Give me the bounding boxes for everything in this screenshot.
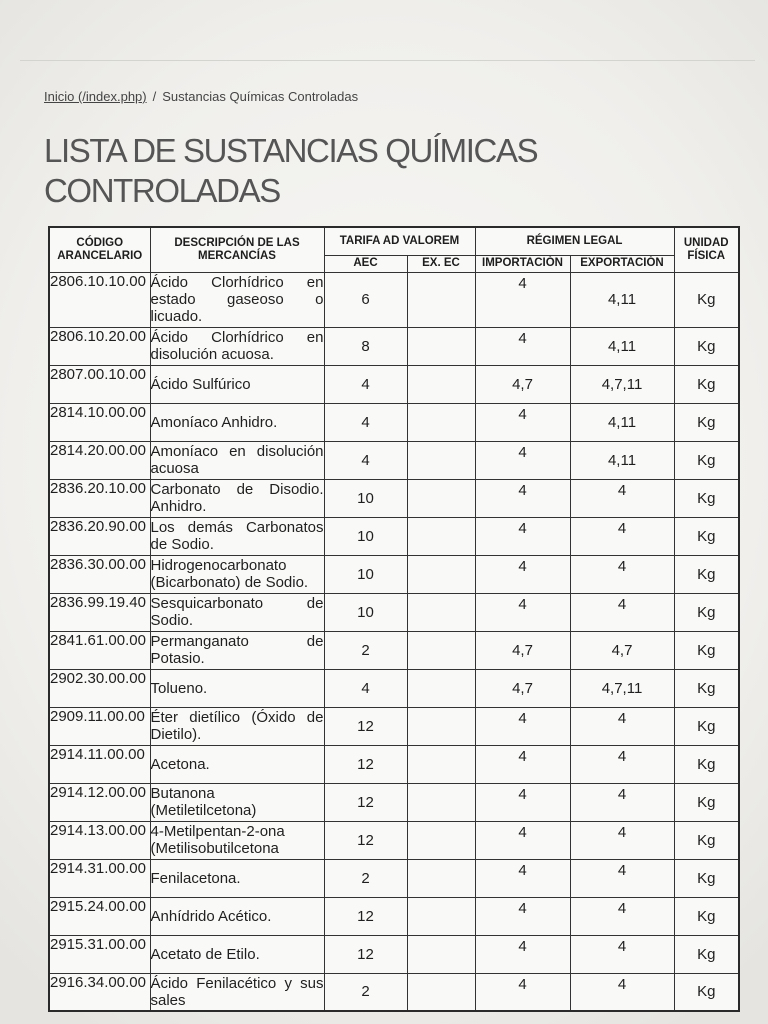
aec-cell: 12 [324,745,407,783]
aec-cell: 6 [324,272,407,327]
import-cell: 4 [475,859,570,897]
unit-cell: Kg [674,897,739,935]
unit-cell: Kg [674,669,739,707]
code-cell: 2814.10.00.00 [49,403,150,441]
breadcrumb-current: Sustancias Químicas Controladas [162,89,359,104]
header-export: EXPORTACIÓN [570,255,674,272]
unit-cell: Kg [674,631,739,669]
aec-cell: 10 [324,593,407,631]
code-cell: 2914.11.00.00 [49,745,150,783]
export-cell: 4 [570,479,674,517]
export-cell: 4 [570,517,674,555]
aec-cell: 4 [324,441,407,479]
table-row [49,441,739,479]
table-row [49,821,739,859]
table-row [49,365,739,403]
export-cell: 4 [570,783,674,821]
table-row [49,669,739,707]
table-row [49,783,739,821]
aec-cell: 4 [324,403,407,441]
table-row [49,745,739,783]
description-cell: Amoníaco en disolución acuosa [150,443,324,477]
import-cell: 4 [475,745,570,783]
import-cell: 4 [475,897,570,935]
import-cell: 4 [475,272,570,327]
description-cell: Sesquicarbonato de Sodio. [150,595,324,629]
aec-cell: 12 [324,821,407,859]
breadcrumb-home-link[interactable]: Inicio (/index.php) [44,89,147,104]
ex-ec-cell [407,935,475,973]
unit-cell: Kg [674,555,739,593]
controlled-substances-table [48,226,740,1012]
description-cell: Acetona. [150,745,324,783]
header-tariff: TARIFA AD VALOREM [324,227,475,255]
aec-cell: 4 [324,669,407,707]
export-cell: 4 [570,859,674,897]
export-cell: 4,11 [570,327,674,365]
ex-ec-cell [407,707,475,745]
table-row [49,479,739,517]
import-cell: 4 [475,555,570,593]
ex-ec-cell [407,403,475,441]
header-import: IMPORTACIÓN [475,255,570,272]
unit-cell: Kg [674,707,739,745]
code-cell: 2836.30.00.00 [49,555,150,593]
unit-cell: Kg [674,593,739,631]
code-cell: 2841.61.00.00 [49,631,150,669]
table-row [49,707,739,745]
description-cell: Ácido Sulfúrico [150,365,324,403]
ex-ec-cell [407,479,475,517]
unit-cell: Kg [674,327,739,365]
table-row [49,327,739,365]
aec-cell: 8 [324,327,407,365]
aec-cell: 4 [324,365,407,403]
header-aec: AEC [324,255,407,272]
export-cell: 4,11 [570,272,674,327]
aec-cell: 10 [324,479,407,517]
table-row [49,555,739,593]
header-divider [20,60,755,61]
ex-ec-cell [407,631,475,669]
breadcrumb [44,89,358,105]
code-cell: 2836.20.90.00 [49,517,150,555]
aec-cell: 12 [324,707,407,745]
import-cell: 4 [475,479,570,517]
code-cell: 2836.20.10.00 [49,479,150,517]
import-cell: 4 [475,707,570,745]
export-cell: 4 [570,555,674,593]
ex-ec-cell [407,745,475,783]
unit-cell: Kg [674,365,739,403]
ex-ec-cell [407,365,475,403]
ex-ec-cell [407,821,475,859]
ex-ec-cell [407,783,475,821]
export-cell: 4 [570,935,674,973]
import-cell: 4 [475,973,570,1011]
code-cell: 2915.24.00.00 [49,897,150,935]
code-cell: 2902.30.00.00 [49,669,150,707]
code-cell: 2914.31.00.00 [49,859,150,897]
export-cell: 4 [570,593,674,631]
header-row [49,227,739,255]
table-row [49,859,739,897]
description-cell: Fenilacetona. [150,859,324,897]
export-cell: 4,11 [570,441,674,479]
description-cell: Los demás Carbonatos de Sodio. [150,519,324,553]
description-cell: 4-Metilpentan-2-ona (Metilisobutilcetona [150,821,324,859]
description-cell: Hidrogenocarbonato (Bicarbonato) de Sodio. [150,555,324,593]
header-legal-regime: RÉGIMEN LEGAL [475,227,674,255]
unit-cell: Kg [674,272,739,327]
export-cell: 4 [570,821,674,859]
aec-cell: 12 [324,783,407,821]
code-cell: 2914.13.00.00 [49,821,150,859]
code-cell: 2806.10.10.00 [49,272,150,327]
description-cell: Ácido Fenilacético y sus sales [150,973,324,1011]
table-body [49,272,739,1011]
breadcrumb-separator: / [152,89,157,104]
unit-cell: Kg [674,821,739,859]
table-row [49,272,739,327]
ex-ec-cell [407,272,475,327]
unit-cell: Kg [674,973,739,1011]
export-cell: 4 [570,707,674,745]
unit-cell: Kg [674,935,739,973]
description-cell: Anhídrido Acético. [150,897,324,935]
aec-cell: 10 [324,555,407,593]
import-cell: 4,7 [475,631,570,669]
aec-cell: 2 [324,973,407,1011]
description-cell: Carbonato de Disodio. Anhidro. [150,481,324,515]
export-cell: 4,7,11 [570,669,674,707]
ex-ec-cell [407,859,475,897]
table-row [49,935,739,973]
import-cell: 4 [475,517,570,555]
export-cell: 4,11 [570,403,674,441]
aec-cell: 12 [324,935,407,973]
unit-cell: Kg [674,479,739,517]
description-cell: Ácido Clorhídrico en estado gaseoso o licuado. [150,274,324,325]
table-header [49,227,739,272]
import-cell: 4,7 [475,669,570,707]
aec-cell: 12 [324,897,407,935]
page-title: LISTA DE SUSTANCIAS QUÍMICAS CONTROLADAS [44,132,538,209]
ex-ec-cell [407,669,475,707]
description-cell: Butanona (Metiletilcetona) [150,783,324,821]
table-row [49,593,739,631]
aec-cell: 2 [324,631,407,669]
import-cell: 4 [475,327,570,365]
code-cell: 2807.00.10.00 [49,365,150,403]
code-cell: 2916.34.00.00 [49,973,150,1011]
import-cell: 4 [475,935,570,973]
import-cell: 4 [475,593,570,631]
table-row [49,403,739,441]
table-row [49,897,739,935]
ex-ec-cell [407,327,475,365]
unit-cell: Kg [674,441,739,479]
description-cell: Ácido Clorhídrico en disolución acuosa. [150,329,324,363]
description-cell: Éter dietílico (Óxido de Dietilo). [150,709,324,743]
description-cell: Amoníaco Anhidro. [150,403,324,441]
code-cell: 2836.99.19.40 [49,593,150,631]
unit-cell: Kg [674,859,739,897]
export-cell: 4,7,11 [570,365,674,403]
code-cell: 2909.11.00.00 [49,707,150,745]
unit-cell: Kg [674,403,739,441]
ex-ec-cell [407,555,475,593]
code-cell: 2915.31.00.00 [49,935,150,973]
table-row [49,517,739,555]
export-cell: 4,7 [570,631,674,669]
export-cell: 4 [570,897,674,935]
code-cell: 2814.20.00.00 [49,441,150,479]
description-cell: Tolueno. [150,669,324,707]
code-cell: 2914.12.00.00 [49,783,150,821]
ex-ec-cell [407,897,475,935]
description-cell: Permanganato de Potasio. [150,633,324,667]
code-cell: 2806.10.20.00 [49,327,150,365]
unit-cell: Kg [674,745,739,783]
export-cell: 4 [570,973,674,1011]
ex-ec-cell [407,593,475,631]
ex-ec-cell [407,517,475,555]
import-cell: 4,7 [475,365,570,403]
import-cell: 4 [475,821,570,859]
table-row [49,973,739,1011]
table-row [49,631,739,669]
import-cell: 4 [475,783,570,821]
ex-ec-cell [407,973,475,1011]
import-cell: 4 [475,441,570,479]
header-unit: UNIDAD FÍSICA [674,227,739,272]
header-description: DESCRIPCIÓN DE LAS MERCANCÍAS [150,227,324,272]
export-cell: 4 [570,745,674,783]
unit-cell: Kg [674,517,739,555]
aec-cell: 2 [324,859,407,897]
description-cell: Acetato de Etilo. [150,935,324,973]
header-ex-ec: EX. EC [407,255,475,272]
header-code: CÓDIGO ARANCELARIO [49,227,150,272]
unit-cell: Kg [674,783,739,821]
import-cell: 4 [475,403,570,441]
ex-ec-cell [407,441,475,479]
aec-cell: 10 [324,517,407,555]
